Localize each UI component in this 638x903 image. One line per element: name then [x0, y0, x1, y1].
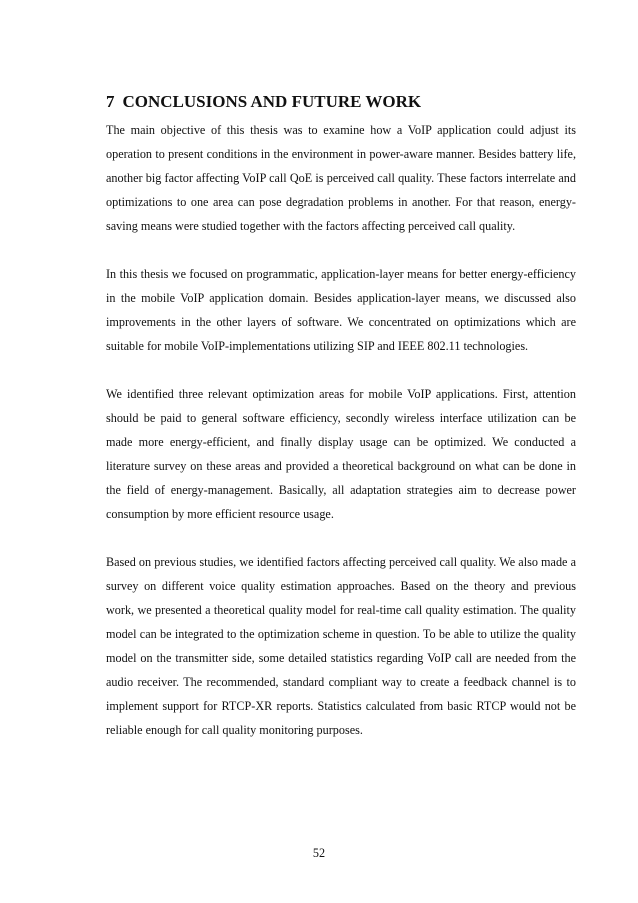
chapter-title: CONCLUSIONS AND FUTURE WORK — [122, 92, 422, 111]
chapter-heading — [106, 91, 586, 113]
chapter-number: 7 — [106, 92, 115, 111]
paragraph-2: In this thesis we focused on programmatic, application-layer means for better energy-efficiency in the mobile VoIP application domain. Besides application-layer means, we discussed also improvements in the other layers of software. We concentrated on optimizations which are suitable for mobile VoIP-implementations utilizing SIP and IEEE 802.11 technologies. — [106, 267, 576, 353]
chapter-body — [106, 118, 576, 766]
paragraph-3: We identified three relevant optimization areas for mobile VoIP applications. First, attention should be paid to general software efficiency, secondly wireless interface utilization can be made more energy-efficient, and finally display usage can be optimized. We conducted a literature survey on these areas and provided a theoretical background on what can be done in the field of energy-management. Basically, all adaptation strategies aim to decrease power consumption by more efficient resource usage. — [106, 387, 576, 521]
paragraph-1: The main objective of this thesis was to examine how a VoIP application could adjust its operation to present conditions in the environment in power-aware manner. Besides battery life, another big factor affecting VoIP call QoE is perceived call quality. These factors interrelate and optimizations to one area can pose degradation problems in another. For that reason, energy-saving means were studied together with the factors affecting perceived call quality. — [106, 123, 576, 233]
page-number: 52 — [312, 846, 326, 860]
paragraph-4: Based on previous studies, we identified factors affecting perceived call quality. We also made a survey on different voice quality estimation approaches. Based on the theory and previous work, we presented a theoretical quality model for real-time call quality estimation. The quality model can be integrated to the optimization scheme in question. To be able to utilize the quality model on the transmitter side, some detailed statistics regarding VoIP call are needed from the audio receiver. The recommended, standard compliant way to create a feedback channel is to implement support for RTCP-XR reports. Statistics calculated from basic RTCP would not be reliable enough for call quality monitoring purposes. — [106, 555, 576, 737]
